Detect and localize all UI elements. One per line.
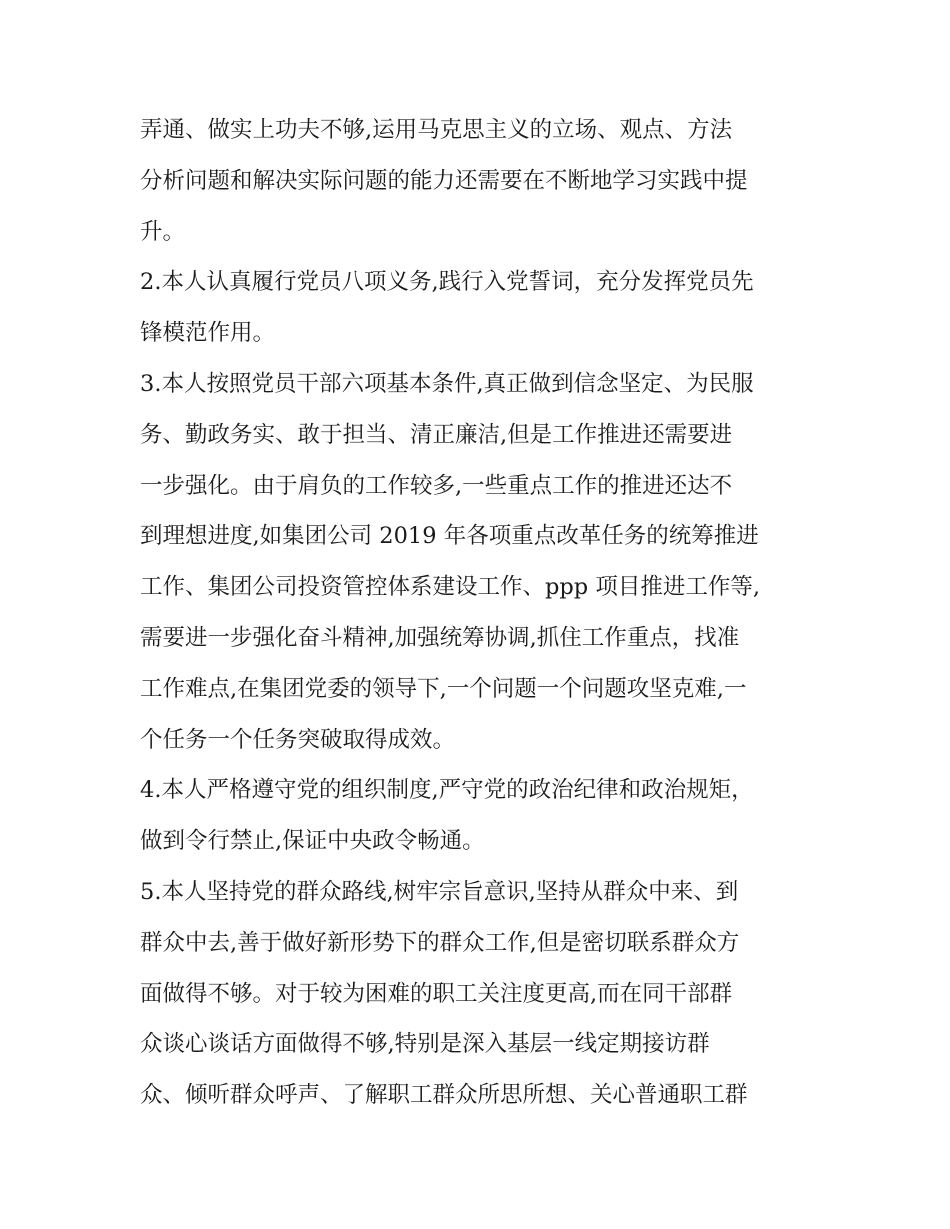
- text-line: 务、勤政务实、敢于担当、清正廉洁,但是工作推进还需要进: [140, 421, 733, 448]
- text-line: 一步强化。由于肩负的工作较多,一些重点工作的推进还达不: [140, 472, 733, 499]
- text-line: 面做得不够。对于较为困难的职工关注度更高,而在同干部群: [140, 980, 733, 1007]
- text-line: 3.本人按照党员干部六项基本条件,真正做到信念坚定、为民服: [140, 370, 754, 397]
- text-line: 升。: [140, 218, 186, 245]
- text-line: 4.本人严格遵守党的组织制度,严守党的政治纪律和政治规矩，: [140, 777, 754, 804]
- text-line: 工作难点,在集团党委的领导下,一个问题一个问题攻坚克难,一: [140, 675, 747, 702]
- text-line: 需要进一步强化奋斗精神,加强统筹协调,抓住工作重点，找准: [140, 624, 740, 651]
- text-line: 5.本人坚持党的群众路线,树牢宗旨意识,坚持从群众中来、到: [140, 878, 739, 905]
- text-line: 做到令行禁止,保证中央政令畅通。: [140, 828, 485, 855]
- text-line: 弄通、做实上功夫不够,运用马克思主义的立场、观点、方法: [140, 117, 733, 143]
- text-line: 2.本人认真履行党员八项义务,践行入党誓词，充分发挥党员先: [140, 269, 754, 296]
- text-line: 锋模范作用。: [140, 320, 276, 347]
- document-body: [140, 105, 820, 1121]
- text-line: 众、倾听群众呼声、了解职工群众所思所想、关心普通职工群: [140, 1082, 748, 1109]
- text-line: 个任务一个任务突破取得成效。: [140, 726, 456, 753]
- text-line: 工作、集团公司投资管控体系建设工作、ppp 项目推进工作等,: [140, 574, 761, 601]
- text-line: 群众中去,善于做好新形势下的群众工作,但是密切联系群众方: [140, 929, 740, 956]
- text-line: 到理想进度,如集团公司 2019 年各项重点改革任务的统筹推进: [140, 523, 759, 550]
- text-line: 分析问题和解决实际问题的能力还需要在不断地学习实践中提: [140, 167, 748, 194]
- text-line: 众谈心谈话方面做得不够,特别是深入基层一线定期接访群: [140, 1031, 710, 1058]
